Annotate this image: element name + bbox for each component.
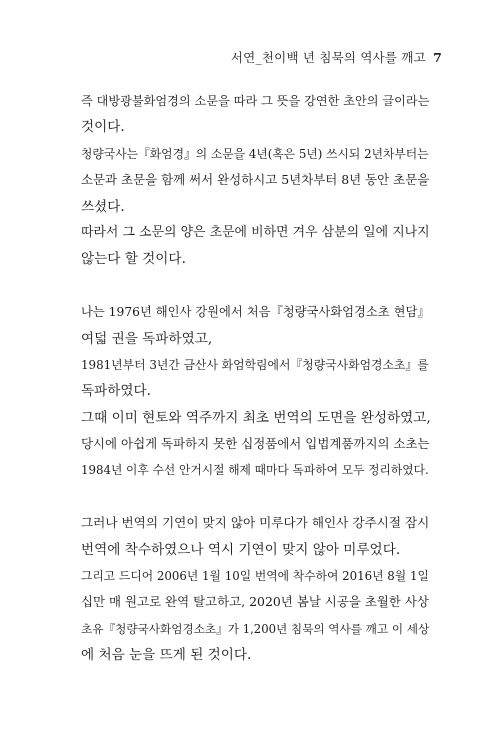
text-line: 그러나 번역의 기연이 맞지 않아 미루다가 해인사 강주시절 잠시 <box>81 515 430 531</box>
paragraph-1 <box>81 88 431 273</box>
running-head <box>231 48 442 66</box>
text-line: 당시에 아쉽게 독파하지 못한 십정품에서 입법계품까지의 소초는 <box>81 436 430 452</box>
text-line: 십만 매 원고로 완역 탈고하고, 2020년 봄날 시공을 초월한 사상 <box>81 594 429 610</box>
text-line: 그리고 드디어 2006년 1월 10일 번역에 착수하여 2016년 8월 1일 <box>81 569 429 584</box>
text-line: 쓰셨다. <box>81 198 125 215</box>
running-title: 서연_천이백 년 침묵의 역사를 깨고 <box>230 50 426 65</box>
text-line: 번역에 착수하였으나 역시 기연이 맞지 않아 미루었다. <box>81 541 401 558</box>
text-line: 나는 1976년 해인사 강원에서 처음『청량국사화엄경소초 현담』 <box>81 305 430 320</box>
paragraph-2 <box>81 299 431 484</box>
text-line: 즉 대방광불화엄경의 소문을 따라 그 뜻을 강연한 초안의 글이라는 <box>81 94 430 108</box>
text-line: 청량국사는『화엄경』의 소문을 4년(혹은 5년) 쓰시되 2년차부터는 <box>81 146 429 161</box>
text-line: 독파하였다. <box>81 383 151 400</box>
text-line: 초유『청량국사화엄경소초』가 1,200년 침묵의 역사를 깨고 이 세상 <box>81 621 430 636</box>
text-line: 것이다. <box>81 119 125 136</box>
text-line: 않는다 할 것이다. <box>81 251 186 268</box>
text-line: 1981년부터 3년간 금산사 화엄학림에서『청량국사화엄경소초』를 <box>81 357 429 372</box>
body-text <box>81 88 431 669</box>
paragraph-gap <box>81 484 431 510</box>
paragraph-3 <box>81 510 431 668</box>
text-line: 1984년 이후 수선 안거시절 해제 때마다 독파하여 모두 정리하였다. <box>81 463 429 478</box>
text-line: 에 처음 눈을 뜨게 된 것이다. <box>81 647 252 664</box>
text-line: 소문과 초문을 함께 써서 완성하시고 5년차부터 8년 동안 초문을 <box>81 172 430 188</box>
text-line: 따라서 그 소문의 양은 초문에 비하면 겨우 삼분의 일에 지나지 <box>81 224 430 240</box>
text-line: 여덟 권을 독파하였고, <box>81 330 213 347</box>
paragraph-gap <box>81 273 431 299</box>
text-line: 그때 이미 현토와 역주까지 최초 번역의 도면을 완성하였고, <box>81 409 431 426</box>
page-number: 7 <box>433 50 442 65</box>
